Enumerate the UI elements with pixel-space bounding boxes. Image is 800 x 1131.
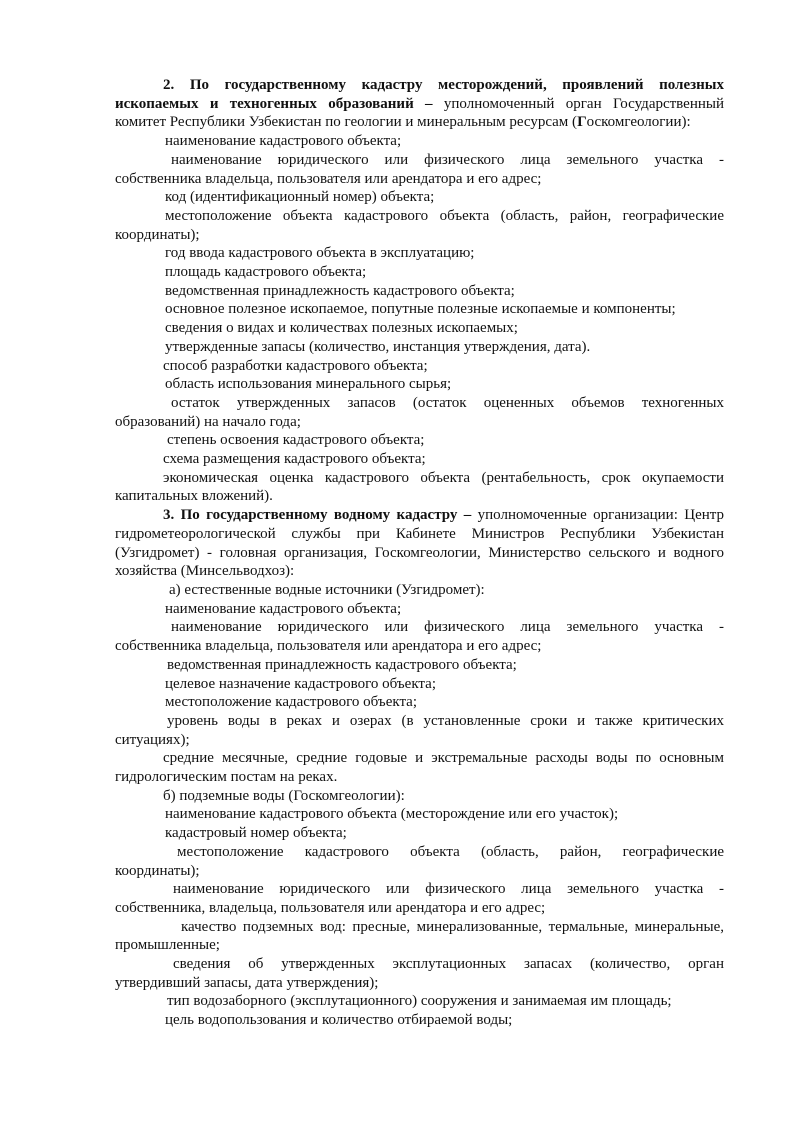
subsection-a-label: а) естественные водные источники (Узгидромет):: [169, 581, 485, 598]
list-item: качество подземных вод: пресные, минерализованные, термальные, минеральные, промышленные;: [115, 918, 724, 954]
list-item: остаток утвержденных запасов (остаток оцененных объемов техногенных образований) на начало года;: [115, 394, 724, 430]
list-item: сведения о видах и количествах полезных ископаемых;: [165, 320, 518, 337]
section-2-heading-bold-letter: Г: [577, 114, 587, 131]
list-item: основное полезное ископаемое, попутные полезные ископаемые и компоненты;: [165, 301, 676, 318]
list-item: местоположение кадастрового объекта;: [165, 694, 418, 711]
list-item: сведения об утвержденных эксплутационных запасах (количество, орган утвердивший запасы, дата утверждения);: [115, 956, 724, 991]
section-2-heading-end: оскомгеологии):: [586, 114, 691, 131]
document-body: [115, 76, 724, 1030]
list-item: степень освоения кадастрового объекта;: [167, 432, 425, 449]
list-item: ведомственная принадлежность кадастрового объекта;: [167, 656, 517, 673]
list-item: цель водопользования и количество отбираемой воды;: [165, 1012, 513, 1029]
list-item: наименование юридического или физического лица земельного участка - собственника, владельца, пользователя или арендатора и его адрес;: [115, 881, 724, 916]
list-item: уровень воды в реках и озерах (в установленные сроки и также критических ситуациях);: [115, 712, 724, 748]
list-item: кадастровый номер объекта;: [165, 825, 347, 842]
list-item: способ разработки кадастрового объекта;: [163, 357, 428, 374]
section-3-heading-text: уполномоченные организации: Центр гидрометеорологической службы при Кабинете Министров Республики Узбекистан (Узгидромет) - головная организация, Госкомгеологии, Министерство сельского и водного хозяйства (Минсельводхоз):: [115, 507, 724, 580]
list-item: код (идентификационный номер) объекта;: [165, 189, 435, 206]
list-item: наименование юридического или физического лица земельного участка - собственника владельца, пользователя или арендатора и его адрес;: [115, 619, 724, 655]
list-item: площадь кадастрового объекта;: [165, 264, 367, 281]
list-item: область использования минерального сырья;: [165, 376, 452, 393]
list-item: год ввода кадастрового объекта в эксплуатацию;: [165, 245, 475, 262]
subsection-b-label: б) подземные воды (Госкомгеологии):: [163, 787, 405, 804]
list-item: наименование кадастрового объекта;: [165, 133, 402, 150]
section-3-heading: [115, 506, 724, 581]
list-item: утвержденные запасы (количество, инстанция утверждения, дата).: [165, 338, 591, 355]
section-2-heading: [115, 76, 724, 132]
list-item: ведомственная принадлежность кадастрового объекта;: [165, 282, 515, 299]
list-item: местоположение объекта кадастрового объекта (область, район, географические координаты);: [115, 207, 724, 243]
list-item: схема размещения кадастрового объекта;: [163, 451, 426, 468]
list-item: тип водозаборного (эксплутационного) сооружения и занимаемая им площадь;: [167, 993, 672, 1010]
section-3-heading-bold: 3. По государственному водному кадастру –: [163, 507, 472, 524]
section-2-heading-bold: 2. По государственному кадастру месторождений, проявлений полезных ископаемых и техногенных образований –: [115, 77, 724, 112]
list-item: наименование юридического или физического лица земельного участка - собственника владельца, пользователя или арендатора и его адрес;: [115, 151, 724, 187]
list-item: экономическая оценка кадастрового объекта (рентабельность, срок окупаемости капитальных вложений).: [115, 469, 724, 505]
list-item: целевое назначение кадастрового объекта;: [165, 675, 436, 692]
list-item: средние месячные, средние годовые и экстремальные расходы воды по основным гидрологическим постам на реках.: [115, 750, 724, 786]
list-item: наименование кадастрового объекта (месторождение или его участок);: [165, 806, 619, 823]
list-item: наименование кадастрового объекта;: [165, 600, 402, 617]
list-item: местоположение кадастрового объекта (область, район, географические координаты);: [115, 843, 724, 879]
section-2-heading-text: уполномоченный орган Государственный комитет Республики Узбекистан по геологии и минеральным ресурсам (: [115, 95, 724, 131]
